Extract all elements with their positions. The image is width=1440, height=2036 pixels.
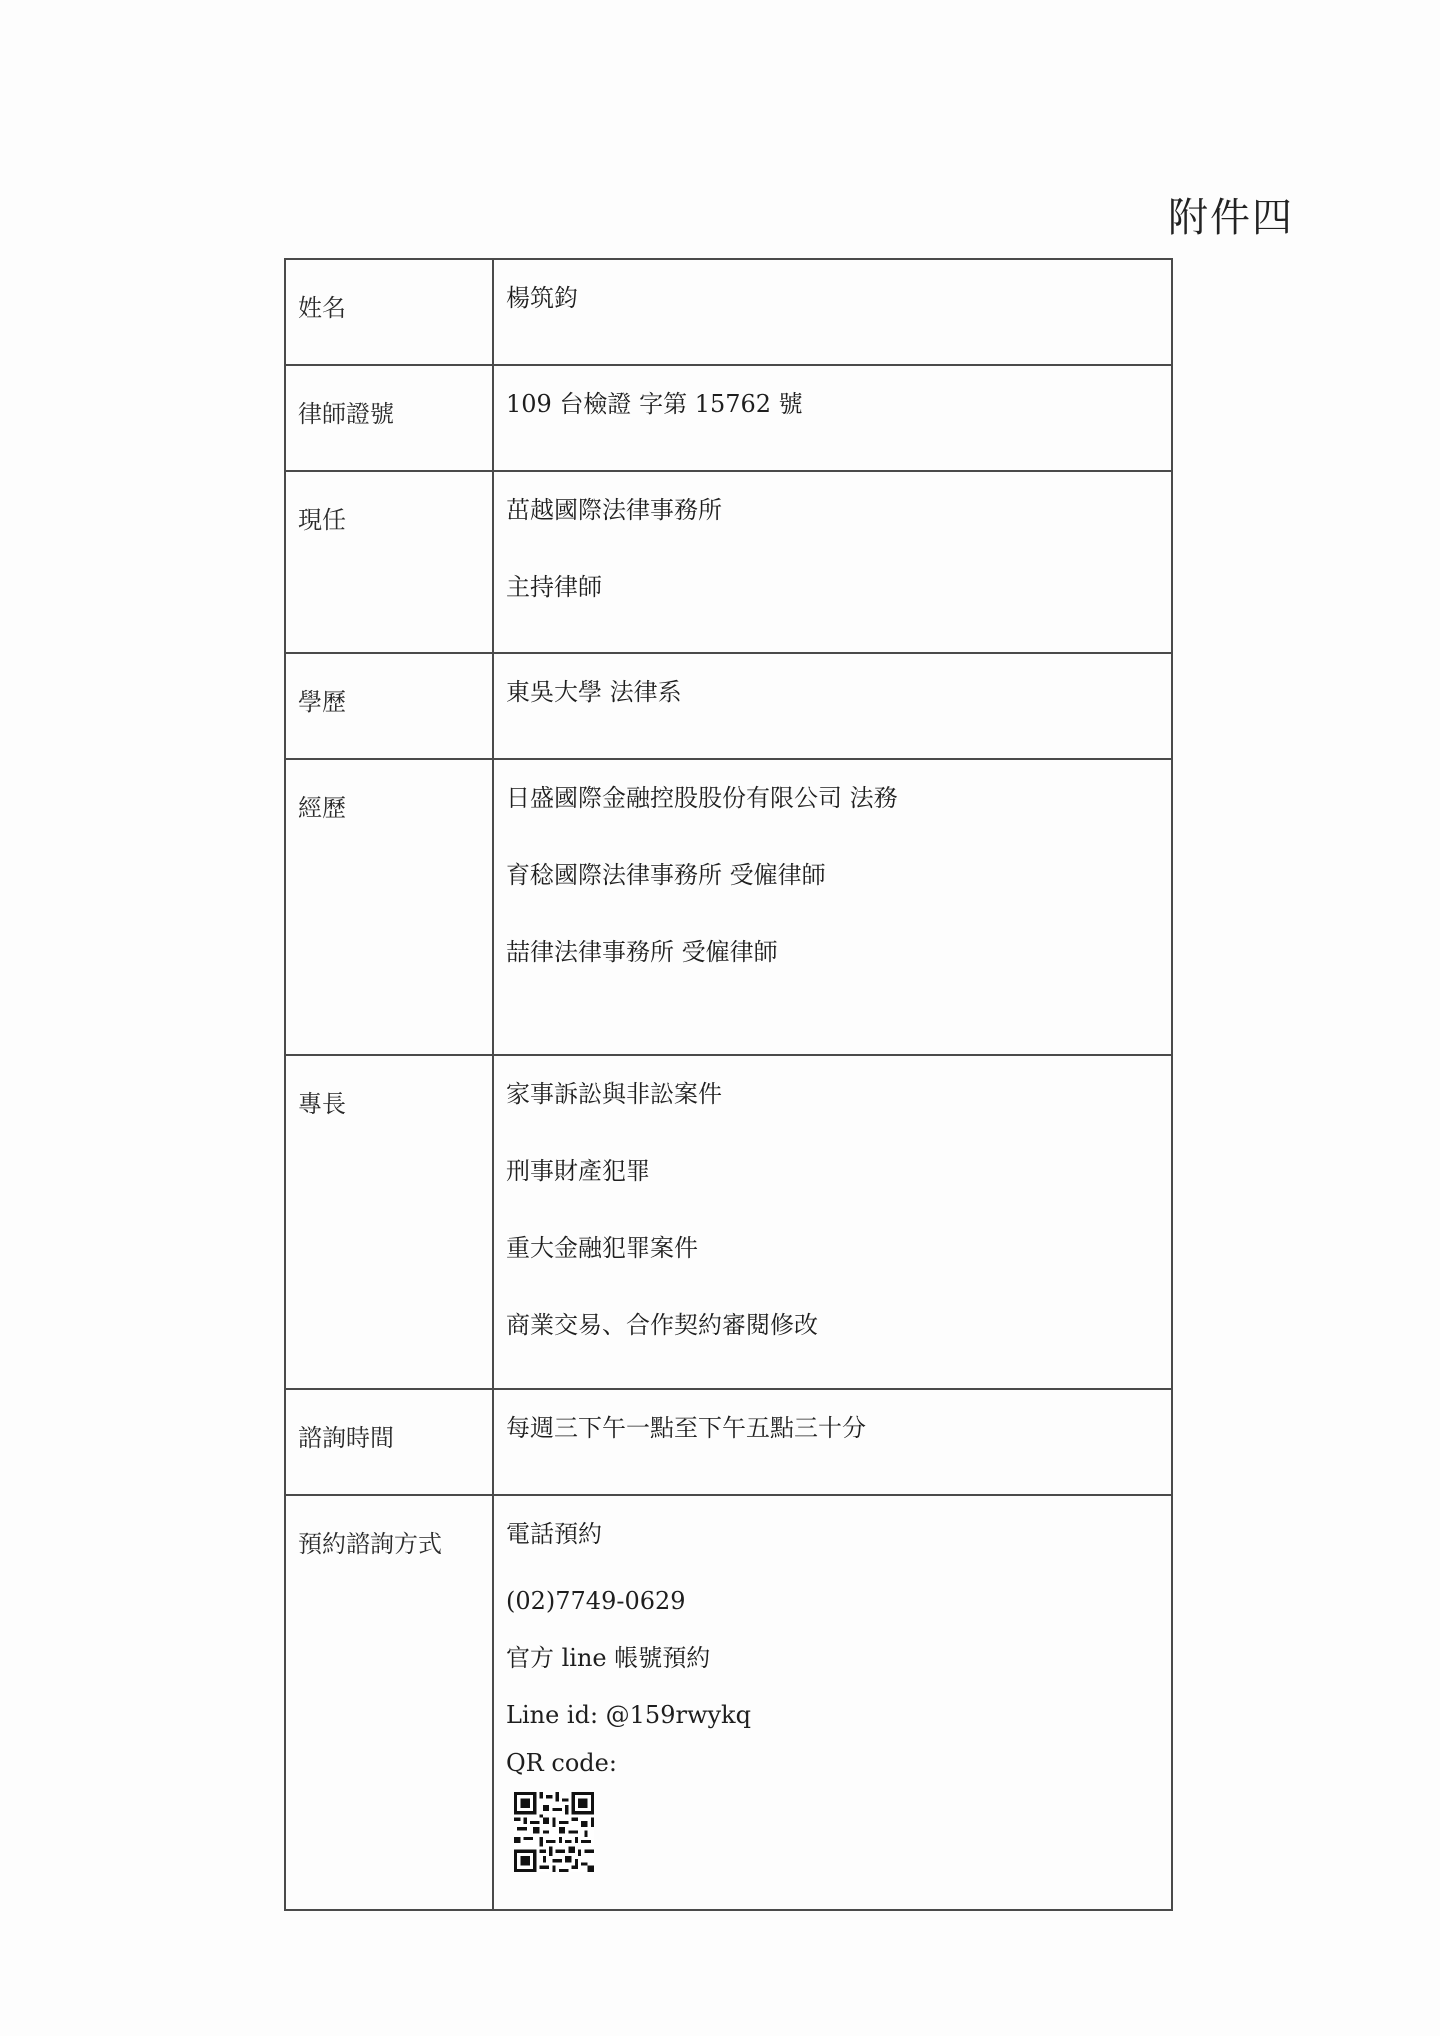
label-license: 律師證號 — [285, 365, 493, 471]
row-license — [285, 365, 1172, 471]
row-booking — [285, 1495, 1172, 1910]
row-specialty — [285, 1055, 1172, 1389]
attachment-label: 附件四 — [1168, 195, 1294, 241]
label-experience: 經歷 — [285, 759, 493, 1055]
name-text: 楊筑鈞 — [506, 284, 578, 312]
phone-number: (02)7749-0629 — [506, 1587, 686, 1615]
specialty-line: 重大金融犯罪案件 — [506, 1234, 698, 1262]
experience-line: 育稔國際法律事務所 受僱律師 — [506, 861, 826, 889]
specialty-line: 刑事財產犯罪 — [506, 1157, 650, 1185]
qr-code-icon — [514, 1792, 594, 1872]
label-booking: 預約諮詢方式 — [285, 1495, 493, 1910]
value-experience — [493, 759, 1172, 1055]
lawyer-profile-table — [284, 258, 1173, 1911]
label-specialty: 專長 — [285, 1055, 493, 1389]
label-current: 現任 — [285, 471, 493, 653]
line-id: Line id: @159rwykq — [506, 1701, 751, 1729]
value-education — [493, 653, 1172, 759]
specialty-line: 家事訴訟與非訟案件 — [506, 1080, 722, 1108]
consult-hours-text: 每週三下午一點至下午五點三十分 — [506, 1414, 866, 1442]
row-current — [285, 471, 1172, 653]
row-consult-hours — [285, 1389, 1172, 1495]
value-name — [493, 259, 1172, 365]
current-line: 茁越國際法律事務所 — [506, 496, 722, 524]
label-name: 姓名 — [285, 259, 493, 365]
value-consult-hours — [493, 1389, 1172, 1495]
education-text: 東吳大學 法律系 — [506, 678, 682, 706]
value-license — [493, 365, 1172, 471]
experience-line: 喆律法律事務所 受僱律師 — [506, 938, 778, 966]
row-name — [285, 259, 1172, 365]
qr-code-label: QR code: — [506, 1749, 617, 1777]
value-current — [493, 471, 1172, 653]
specialty-line: 商業交易、合作契約審閱修改 — [506, 1311, 818, 1339]
phone-title: 電話預約 — [506, 1520, 602, 1548]
label-education: 學歷 — [285, 653, 493, 759]
experience-line: 日盛國際金融控股股份有限公司 法務 — [506, 784, 898, 812]
row-education — [285, 653, 1172, 759]
value-specialty — [493, 1055, 1172, 1389]
value-booking — [493, 1495, 1172, 1910]
line-account-title: 官方 line 帳號預約 — [506, 1644, 711, 1672]
license-text: 109 台檢證 字第 15762 號 — [506, 390, 803, 418]
label-consult-hours: 諮詢時間 — [285, 1389, 493, 1495]
current-line: 主持律師 — [506, 573, 602, 601]
row-experience — [285, 759, 1172, 1055]
